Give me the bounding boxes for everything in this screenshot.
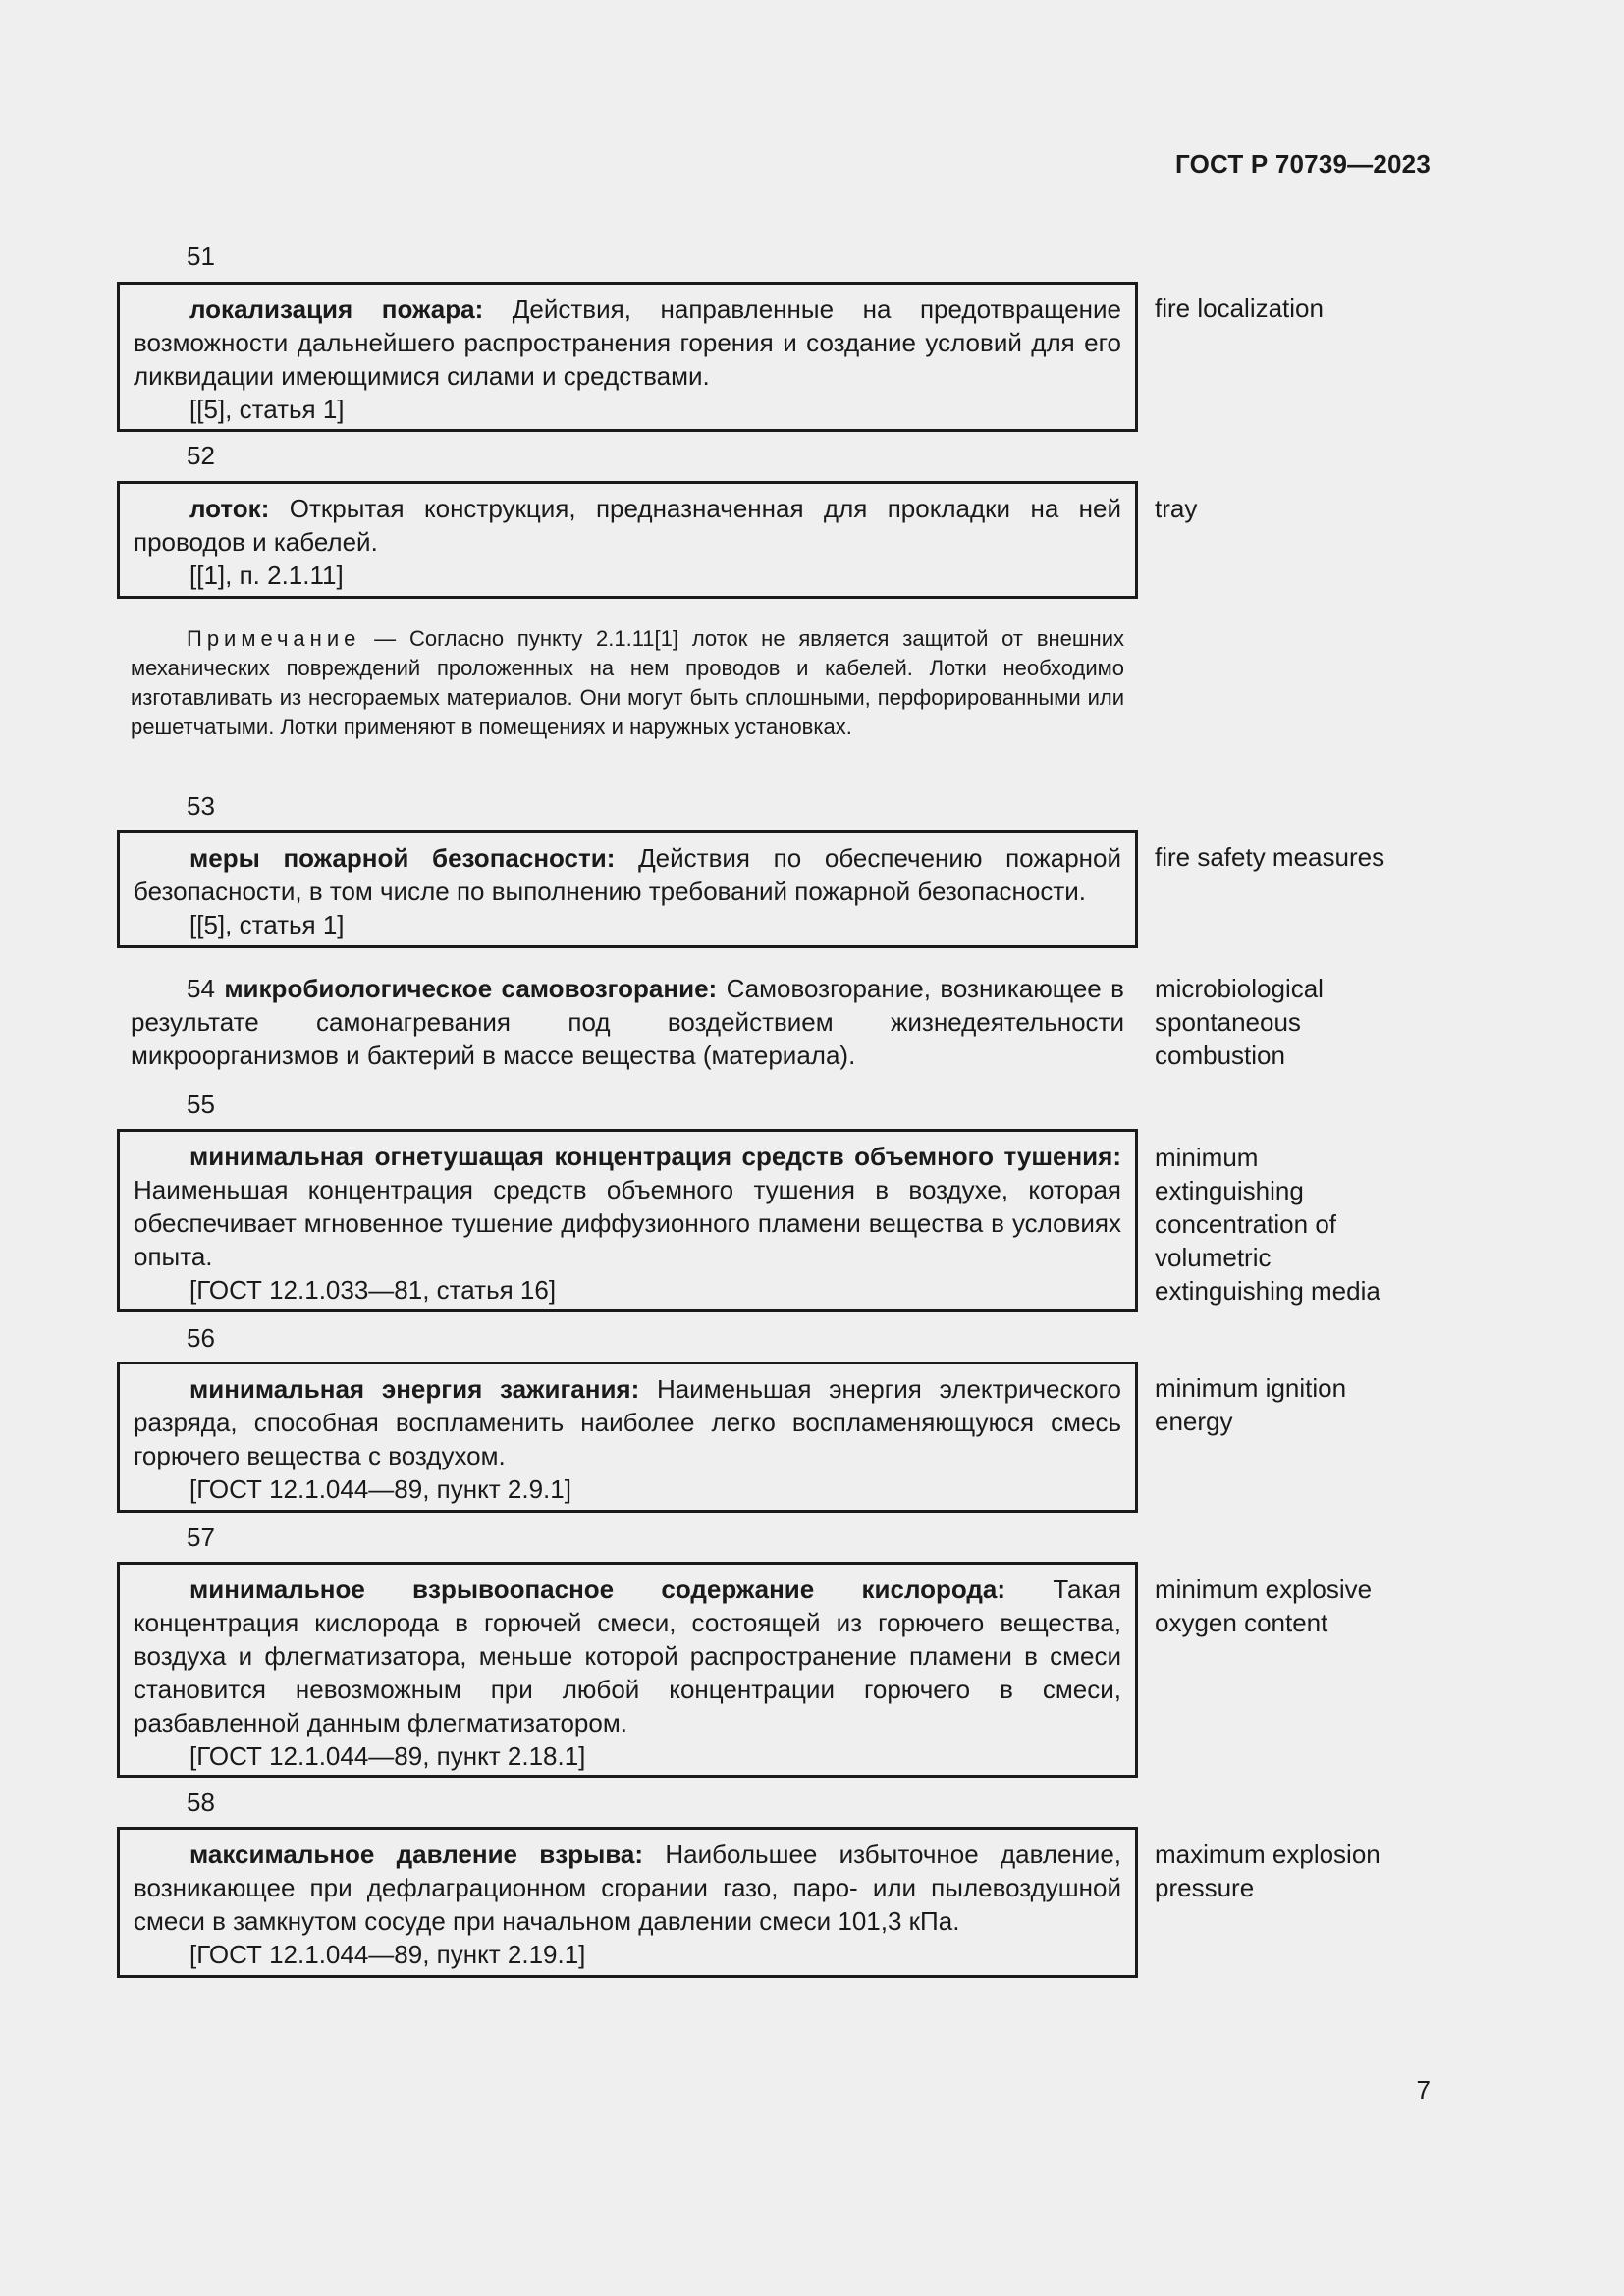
term: минимальная огнетушащая концентрация средств объемного тушения:	[189, 1142, 1121, 1171]
source-reference: [[1], п. 2.1.11]	[189, 561, 344, 590]
entry-number: 58	[187, 1788, 215, 1817]
term: микробиологическое самовозгорание:	[224, 974, 718, 1003]
entry-number: 53	[187, 791, 215, 821]
definition: Действия, направленные на предотвращение возможности дальнейшего распространения горения и создание условий для его ликвидации имеющимися силами и средствами.	[134, 294, 1121, 391]
term-box	[117, 1362, 1138, 1513]
english-equivalent: tray	[1155, 494, 1198, 523]
source-reference: [[5], статья 1]	[189, 395, 345, 424]
term-box	[117, 282, 1138, 432]
term-box	[117, 1562, 1138, 1778]
term: максимальное давление взрыва:	[189, 1840, 644, 1869]
entry-number: 57	[187, 1522, 215, 1552]
term: минимальное взрывоопасное содержание кислорода:	[189, 1575, 1006, 1604]
definition: Наименьшая энергия электрического разряда, способная воспламенить наиболее легко воспламеняющуюся смесь горючего вещества с воздухом.	[134, 1374, 1121, 1470]
entry-number: 55	[187, 1090, 215, 1119]
term-box	[117, 481, 1138, 599]
entry-number: 51	[187, 241, 215, 271]
term-box	[117, 1129, 1138, 1312]
english-equivalent: minimum explosive oxygen content	[1155, 1575, 1373, 1637]
note-text: — Согласно пункту 2.1.11[1] лоток не является защитой от внешних механических повреждений проложенных на нем проводов и кабелей. Лотки необходимо изготавливать из несгораемых материалов. Они могут быть сплошными, перфорированными или решетчатыми. Лотки применяют в помещениях и наружных установках.	[131, 626, 1124, 739]
term-definition	[134, 1573, 1121, 1739]
term-definition	[134, 492, 1121, 559]
definition: Наибольшее избыточное давление, возникающее при дефлаграционном сгорании газо, паро- или пылевоздушной смеси в замкнутом сосуде при начальном давлении смеси 101,3 кПа.	[134, 1840, 1122, 1936]
term: локализация пожара:	[189, 294, 484, 324]
page-number: 7	[1416, 2075, 1431, 2105]
document-id: ГОСТ Р 70739—2023	[1175, 149, 1431, 179]
source-reference: [ГОСТ 12.1.033—81, статья 16]	[189, 1275, 557, 1305]
source-reference: [ГОСТ 12.1.044—89, пункт 2.19.1]	[189, 1940, 586, 1969]
english-equivalent: fire safety measures	[1155, 842, 1385, 872]
term-definition	[134, 1372, 1121, 1472]
english-equivalent: minimum ignition energy	[1155, 1373, 1347, 1436]
definition: Действия по обеспечению пожарной безопасности, в том числе по выполнению требований пожарной безопасности.	[134, 843, 1122, 906]
term-box	[117, 830, 1138, 948]
term: меры пожарной безопасности:	[189, 843, 616, 873]
entry-number: 52	[187, 441, 215, 470]
english-equivalent: microbiological spontaneous combustion	[1155, 974, 1324, 1070]
definition: Открытая конструкция, предназначенная для прокладки на ней проводов и кабелей.	[134, 494, 1121, 557]
definition: Самовозгорание, возникающее в результате самонагревания под воздействием жизнедеятельности микроорганизмов и бактерий в массе вещества (материала).	[131, 974, 1124, 1070]
source-reference: [[5], статья 1]	[189, 910, 345, 939]
english-equivalent: minimum extinguishing concentration of volumetric extinguishing media	[1155, 1143, 1380, 1306]
term-definition	[134, 841, 1121, 908]
english-equivalent: maximum explosion pressure	[1155, 1840, 1380, 1902]
term-definition	[134, 1838, 1121, 1938]
note-label: Примечание	[187, 626, 361, 651]
note-block	[117, 624, 1138, 742]
term: лоток:	[189, 494, 270, 523]
entry-number: 54	[187, 974, 215, 1003]
definition: Наименьшая концентрация средств объемного тушения в воздухе, которая обеспечивает мгновенное тушение диффузионного пламени вещества в условиях опыта.	[134, 1175, 1121, 1271]
term: минимальная энергия зажигания:	[189, 1374, 640, 1404]
source-reference: [ГОСТ 12.1.044—89, пункт 2.18.1]	[189, 1741, 586, 1771]
source-reference: [ГОСТ 12.1.044—89, пункт 2.9.1]	[189, 1474, 571, 1504]
term-entry	[117, 972, 1138, 1072]
term-box	[117, 1827, 1138, 1978]
term-definition	[134, 293, 1121, 393]
entry-number: 56	[187, 1323, 215, 1353]
definition: Такая концентрация кислорода в горючей смеси, состоящей из горючего вещества, воздуха и флегматизатора, меньше которой распространение пламени в смеси становится невозможным при любой концентрации горючего в смеси, разбавленной данным флегматизатором.	[134, 1575, 1121, 1737]
english-equivalent: fire localization	[1155, 294, 1324, 323]
term-definition	[134, 1140, 1121, 1273]
